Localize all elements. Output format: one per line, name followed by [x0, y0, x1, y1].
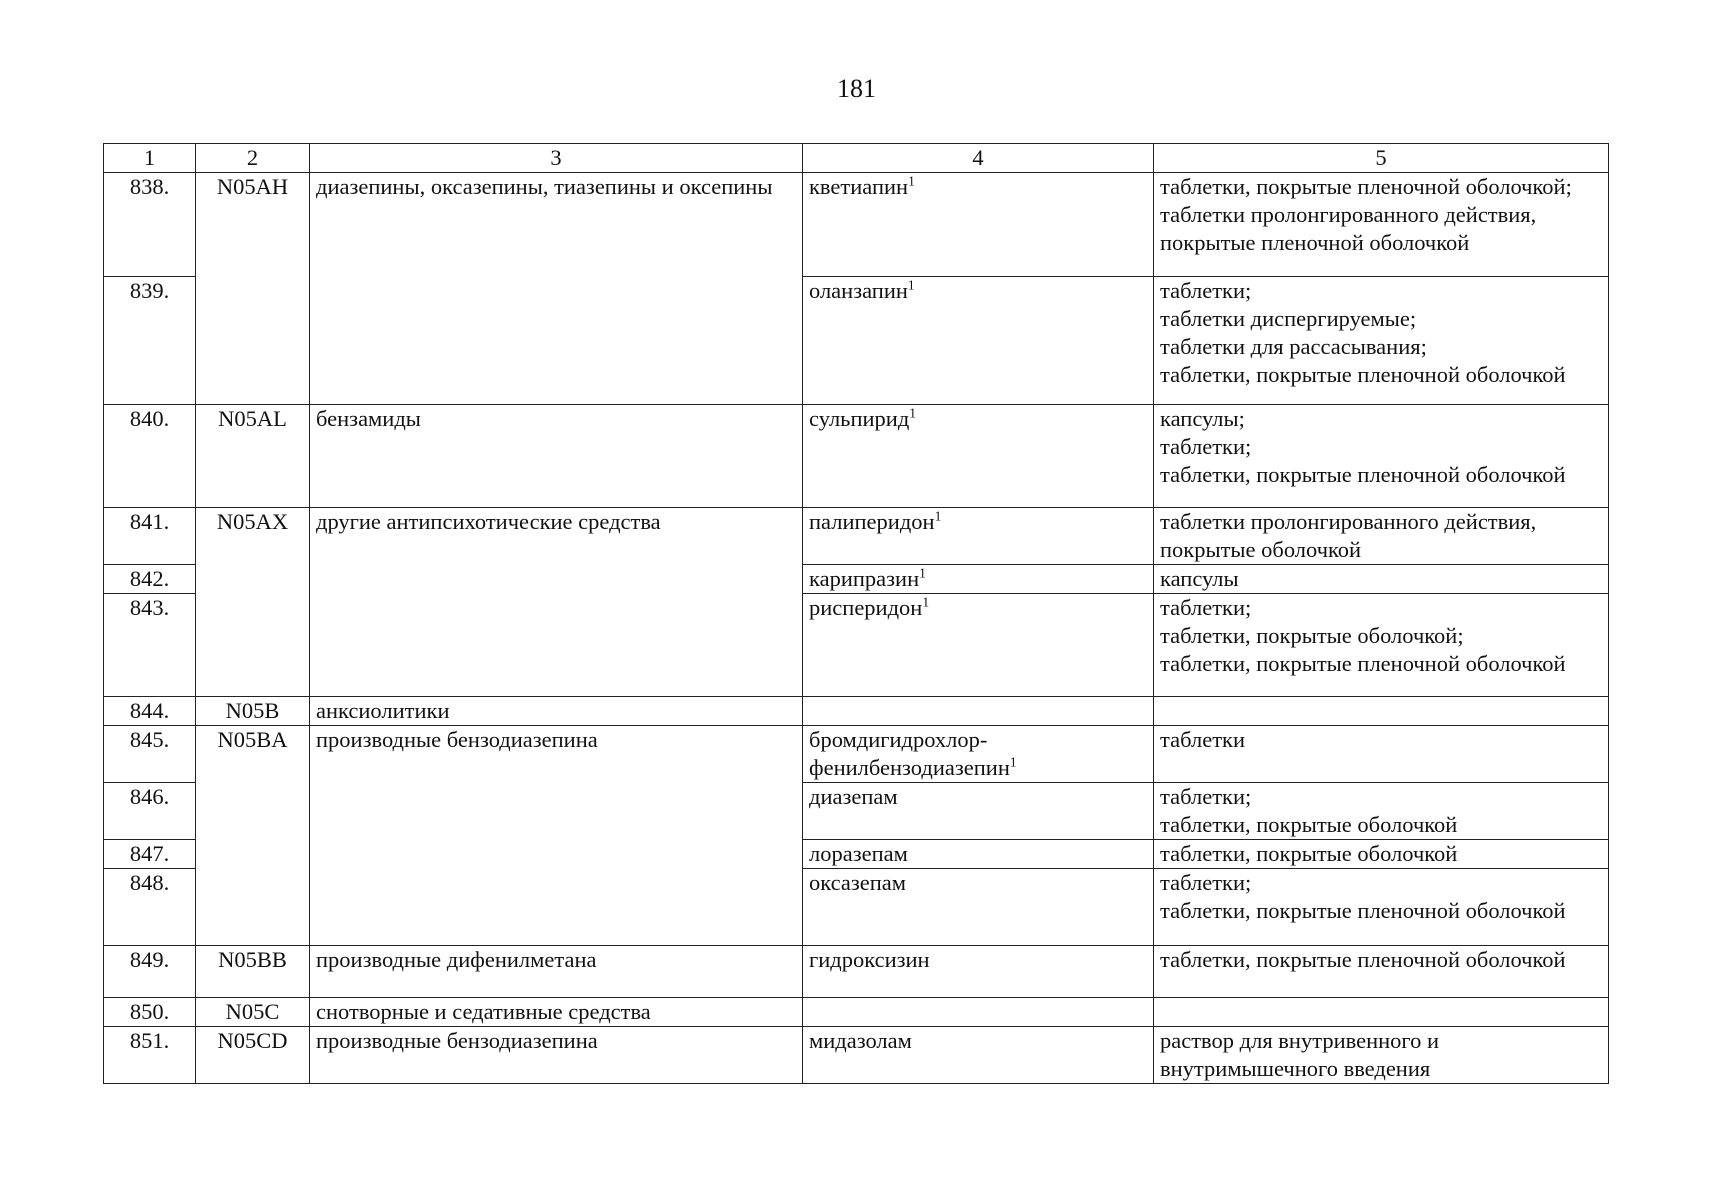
row-number: 839.: [104, 277, 196, 405]
dosage-forms: [1154, 697, 1609, 726]
table-row: [104, 946, 1609, 998]
row-number: 844.: [104, 697, 196, 726]
row-number: 843.: [104, 594, 196, 697]
drug-table: [103, 143, 1609, 1084]
atc-code: N05B: [196, 697, 310, 726]
table-body: [104, 173, 1609, 1084]
drug-name: гидроксизин: [809, 947, 930, 972]
dosage-forms: [1154, 998, 1609, 1027]
drug-name: оксазепам: [809, 870, 907, 895]
drug-name: лоразепам: [809, 841, 908, 866]
atc-code: N05AH: [196, 173, 310, 405]
footnote-mark: 1: [919, 565, 926, 581]
dosage-forms: [1154, 173, 1609, 277]
dosage-form-line: таблетки;: [1160, 870, 1252, 895]
header-row: [104, 144, 1609, 173]
dosage-forms: [1154, 565, 1609, 594]
drug-name-cell: [803, 508, 1154, 565]
drug-name: палиперидон: [809, 509, 935, 534]
dosage-forms: [1154, 783, 1609, 840]
group-name: бензамиды: [310, 405, 803, 508]
dosage-form-line: таблетки;: [1160, 434, 1252, 459]
group-name: производные бензодиазепина: [310, 1027, 803, 1084]
dosage-form-line: таблетки диспергируемые;: [1160, 306, 1417, 331]
drug-name-cell: [803, 783, 1154, 840]
drug-name-cell: [803, 173, 1154, 277]
dosage-forms: [1154, 1027, 1609, 1084]
dosage-form-line: таблетки, покрытые оболочкой: [1160, 812, 1458, 837]
drug-name-cell: [803, 565, 1154, 594]
atc-code: N05BB: [196, 946, 310, 998]
group-name: снотворные и седативные средства: [310, 998, 803, 1027]
dosage-form-line: таблетки;: [1160, 278, 1252, 303]
table-row: [104, 998, 1609, 1027]
row-number: 841.: [104, 508, 196, 565]
dosage-forms: [1154, 277, 1609, 405]
atc-code: N05CD: [196, 1027, 310, 1084]
dosage-form-line: таблетки;: [1160, 595, 1252, 620]
table-row: [104, 508, 1609, 565]
dosage-form-line: таблетки: [1160, 727, 1246, 752]
drug-name-cell: [803, 1027, 1154, 1084]
group-name: другие антипсихотические средства: [310, 508, 803, 697]
group-name: анксиолитики: [310, 697, 803, 726]
drug-name: сульпирид: [809, 406, 910, 431]
dosage-form-line: таблетки пролонгированного действия, покрытые оболочкой: [1160, 509, 1537, 562]
dosage-form-line: таблетки для рассасывания;: [1160, 334, 1427, 359]
col-header-4: 4: [803, 144, 1154, 173]
dosage-form-line: таблетки, покрытые пленочной оболочкой: [1160, 651, 1566, 676]
footnote-mark: 1: [922, 594, 930, 610]
atc-code: N05C: [196, 998, 310, 1027]
dosage-form-line: таблетки, покрытые пленочной оболочкой;: [1160, 174, 1572, 199]
footnote-mark: 1: [1009, 754, 1017, 770]
row-number: 840.: [104, 405, 196, 508]
group-name: производные бензодиазепина: [310, 726, 803, 946]
dosage-form-line: раствор для внутривенного и внутримышечного введения: [1160, 1028, 1440, 1081]
dosage-form-line: таблетки, покрытые пленочной оболочкой: [1160, 947, 1566, 972]
footnote-mark: 1: [907, 277, 915, 293]
drug-name-cell: [803, 405, 1154, 508]
col-header-5: 5: [1154, 144, 1609, 173]
dosage-form-line: таблетки, покрытые пленочной оболочкой: [1160, 898, 1566, 923]
group-name: производные дифенилметана: [310, 946, 803, 998]
atc-code: N05BA: [196, 726, 310, 946]
footnote-mark: 1: [934, 508, 942, 524]
footnote-mark: 1: [909, 405, 917, 421]
dosage-forms: [1154, 840, 1609, 869]
dosage-form-line: капсулы: [1160, 566, 1239, 591]
drug-name: диазепам: [809, 784, 898, 809]
drug-name: рисперидон: [809, 595, 923, 620]
atc-code: N05AL: [196, 405, 310, 508]
row-number: 847.: [104, 840, 196, 869]
drug-name: бромдигидрохлор-фенилбензодиазепин: [809, 727, 1010, 780]
row-number: 848.: [104, 869, 196, 946]
drug-name-cell: [803, 840, 1154, 869]
drug-name-cell: [803, 594, 1154, 697]
drug-name-cell: [803, 277, 1154, 405]
row-number: 845.: [104, 726, 196, 783]
col-header-3: 3: [310, 144, 803, 173]
drug-name-cell: [803, 726, 1154, 783]
drug-name: карипразин: [809, 566, 920, 591]
dosage-forms: [1154, 726, 1609, 783]
row-number: 838.: [104, 173, 196, 277]
dosage-forms: [1154, 869, 1609, 946]
dosage-forms: [1154, 508, 1609, 565]
atc-code: N05AX: [196, 508, 310, 697]
drug-name-cell: [803, 869, 1154, 946]
drug-name: кветиапин: [809, 174, 909, 199]
drug-name-cell: [803, 998, 1154, 1027]
dosage-forms: [1154, 405, 1609, 508]
dosage-forms: [1154, 594, 1609, 697]
table-row: [104, 726, 1609, 783]
table-row: [104, 697, 1609, 726]
dosage-form-line: таблетки пролонгированного действия, покрытые пленочной оболочкой: [1160, 202, 1537, 255]
dosage-forms: [1154, 946, 1609, 998]
table-row: [104, 405, 1609, 508]
row-number: 850.: [104, 998, 196, 1027]
footnote-mark: 1: [908, 173, 915, 189]
dosage-form-line: таблетки, покрытые пленочной оболочкой: [1160, 362, 1566, 387]
drug-name: оланзапин: [809, 278, 908, 303]
row-number: 849.: [104, 946, 196, 998]
drug-name-cell: [803, 946, 1154, 998]
table-row: [104, 173, 1609, 277]
table-row: [104, 1027, 1609, 1084]
drug-name-cell: [803, 697, 1154, 726]
col-header-2: 2: [196, 144, 310, 173]
group-name: диазепины, оксазепины, тиазепины и оксепины: [310, 173, 803, 405]
row-number: 846.: [104, 783, 196, 840]
dosage-form-line: таблетки, покрытые пленочной оболочкой: [1160, 462, 1566, 487]
col-header-1: 1: [104, 144, 196, 173]
page-number: 181: [837, 74, 876, 103]
dosage-form-line: капсулы;: [1160, 406, 1245, 431]
dosage-form-line: таблетки;: [1160, 784, 1252, 809]
dosage-form-line: таблетки, покрытые оболочкой: [1160, 841, 1458, 866]
dosage-form-line: таблетки, покрытые оболочкой;: [1160, 623, 1464, 648]
row-number: 851.: [104, 1027, 196, 1084]
row-number: 842.: [104, 565, 196, 594]
drug-name: мидазолам: [809, 1028, 912, 1053]
